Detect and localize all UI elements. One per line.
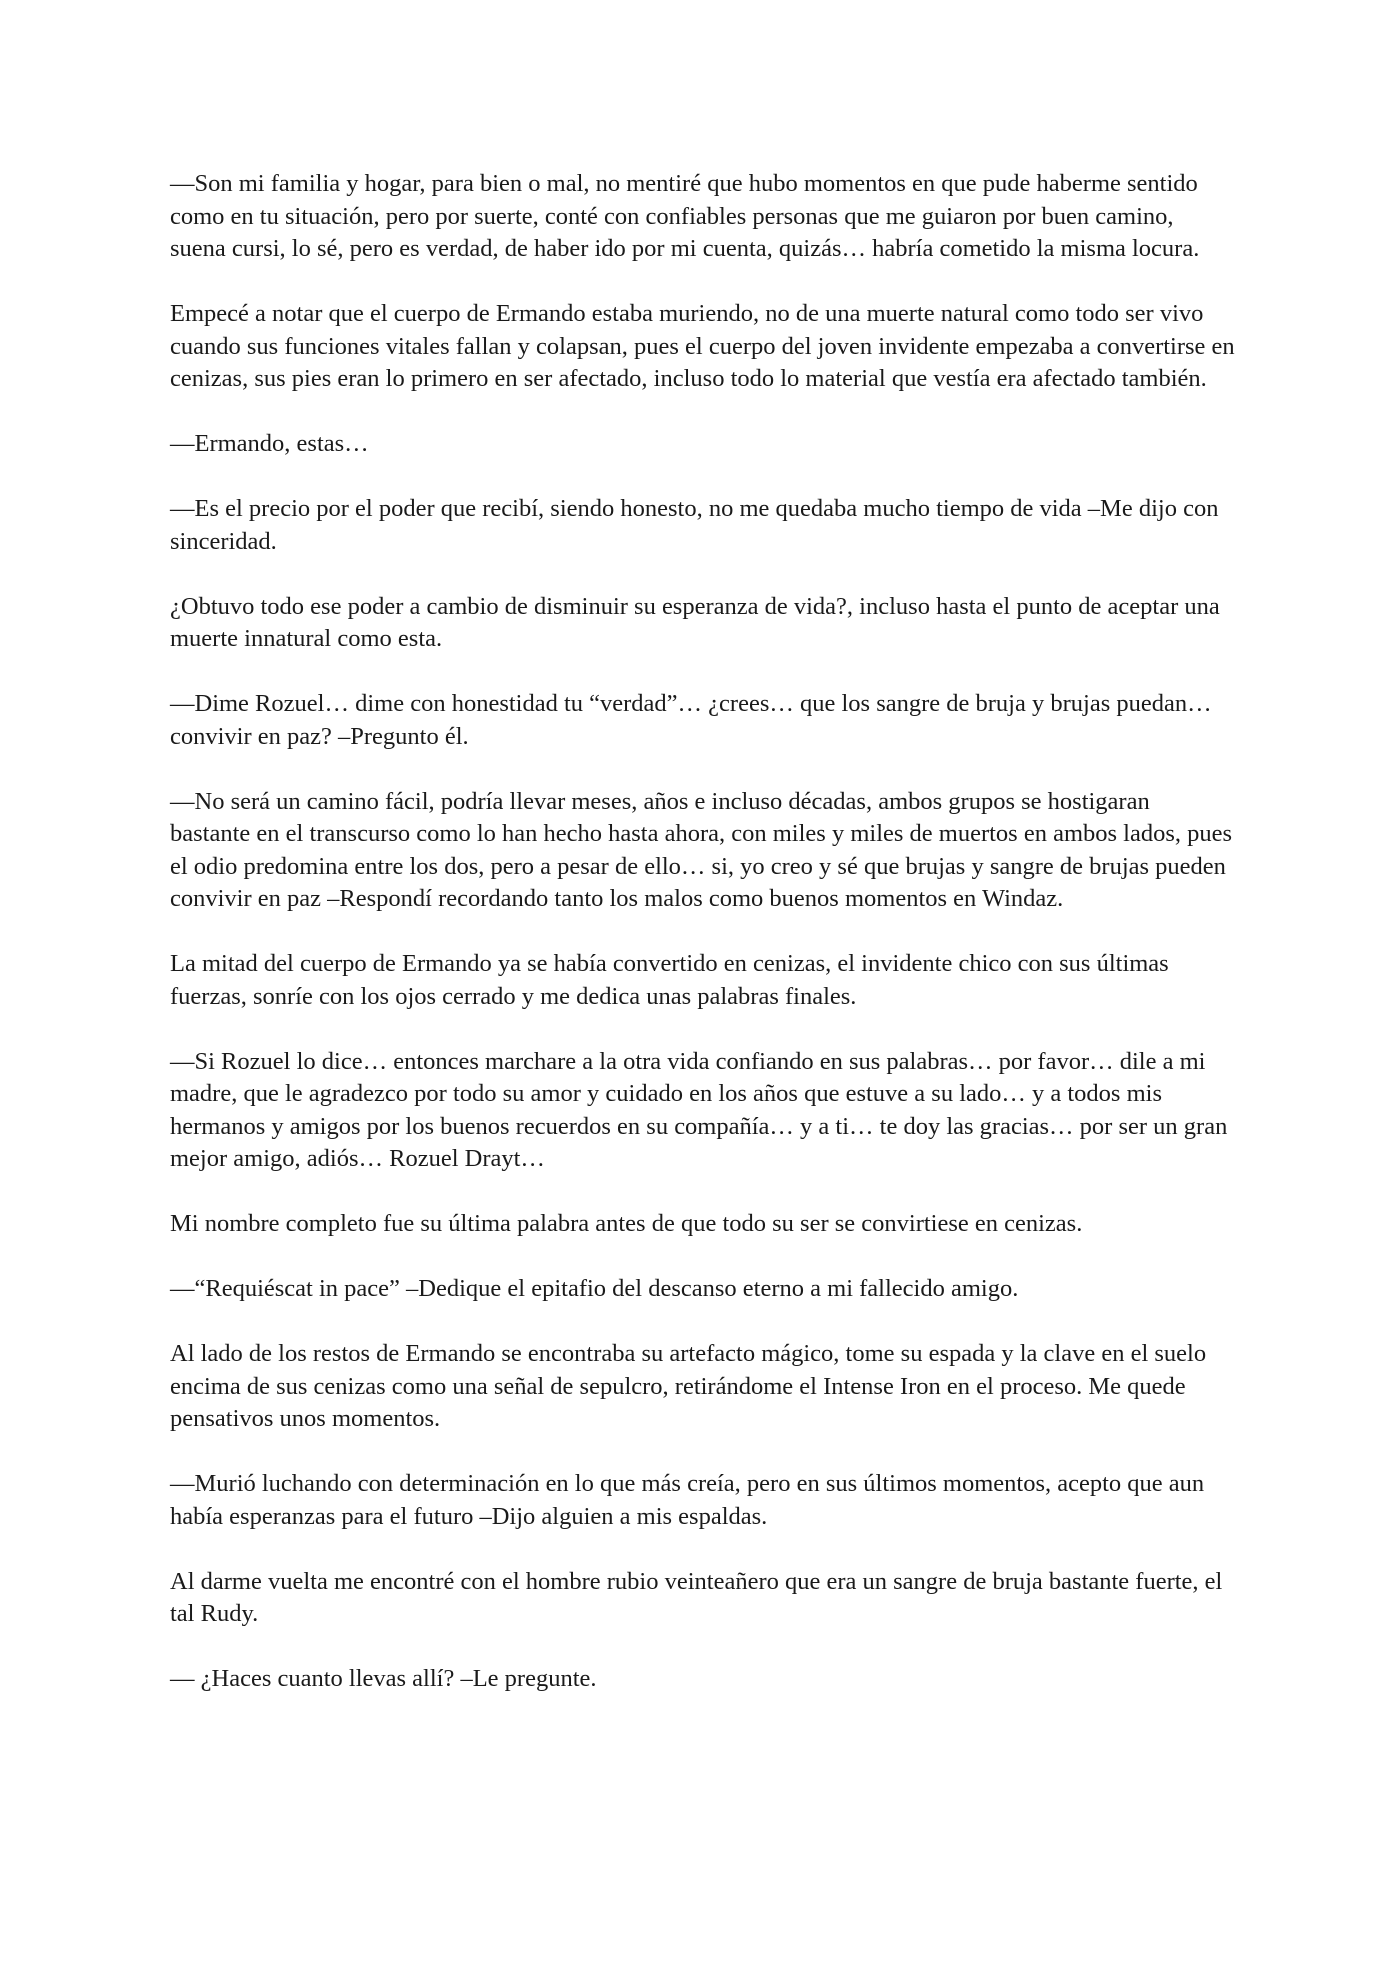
paragraph: Al darme vuelta me encontré con el hombre rubio veinteañero que era un sangre de bruja bastante fuerte, el tal Rudy.: [170, 1567, 1223, 1627]
paragraph: Empecé a notar que el cuerpo de Ermando estaba muriendo, no de una muerte natural como todo ser vivo cuando sus funciones vitales fallan y colapsan, pues el cuerpo del joven invidente empezaba a convertirse en cenizas, sus pies eran lo primero en ser afectado, incluso todo lo material que vestía era afectado también.: [170, 300, 1235, 392]
paragraph: —Es el precio por el poder que recibí, siendo honesto, no me quedaba mucho tiempo de vida –Me dijo con sinceridad.: [170, 495, 1219, 555]
paragraph: —“Requiéscat in pace” –Dedique el epitafio del descanso eterno a mi fallecido amigo.: [170, 1275, 1019, 1302]
document-body: [170, 168, 1235, 1728]
paragraph: —Murió luchando con determinación en lo que más creía, pero en sus últimos momentos, acepto que aun había esperanzas para el futuro –Dijo alguien a mis espaldas.: [170, 1470, 1205, 1530]
paragraph: —Son mi familia y hogar, para bien o mal, no mentiré que hubo momentos en que pude haberme sentido como en tu situación, pero por suerte, conté con confiables personas que me guiaron por buen camino, suena cursi, lo sé, pero es verdad, de haber ido por mi cuenta, quizás… habría cometido la misma locura.: [170, 170, 1200, 262]
paragraph: —Si Rozuel lo dice… entonces marchare a la otra vida confiando en sus palabras… por favor… dile a mi madre, que le agradezco por todo su amor y cuidado en los años que estuve a su lado… y a todos mis hermanos y amigos por los buenos recuerdos en su compañía… y a ti… te doy las gracias… por ser un gran mejor amigo, adiós… Rozuel Drayt…: [170, 1047, 1228, 1172]
paragraph: Al lado de los restos de Ermando se encontraba su artefacto mágico, tome su espada y la clave en el suelo encima de sus cenizas como una señal de sepulcro, retirándome el Intense Iron en el proceso. Me quede pensativos unos momentos.: [170, 1340, 1207, 1432]
paragraph: —Dime Rozuel… dime con honestidad tu “verdad”… ¿crees… que los sangre de bruja y brujas puedan… convivir en paz? –Pregunto él.: [170, 690, 1212, 750]
paragraph: ¿Obtuvo todo ese poder a cambio de disminuir su esperanza de vida?, incluso hasta el punto de aceptar una muerte innatural como esta.: [170, 592, 1220, 652]
paragraph: Mi nombre completo fue su última palabra antes de que todo su ser se convirtiese en cenizas.: [170, 1210, 1083, 1237]
paragraph: La mitad del cuerpo de Ermando ya se había convertido en cenizas, el invidente chico con sus últimas fuerzas, sonríe con los ojos cerrado y me dedica unas palabras finales.: [170, 950, 1169, 1010]
paragraph: —Ermando, estas…: [170, 430, 369, 457]
paragraph: —No será un camino fácil, podría llevar meses, años e incluso décadas, ambos grupos se hostigaran bastante en el transcurso como lo han hecho hasta ahora, con miles y miles de muertos en ambos lados, pues el odio predomina entre los dos, pero a pesar de ello… si, yo creo y sé que brujas y sangre de brujas pueden convivir en paz –Respondí recordando tanto los malos como buenos momentos en Windaz.: [170, 787, 1233, 912]
paragraph: — ¿Haces cuanto llevas allí? –Le pregunte.: [170, 1665, 597, 1692]
